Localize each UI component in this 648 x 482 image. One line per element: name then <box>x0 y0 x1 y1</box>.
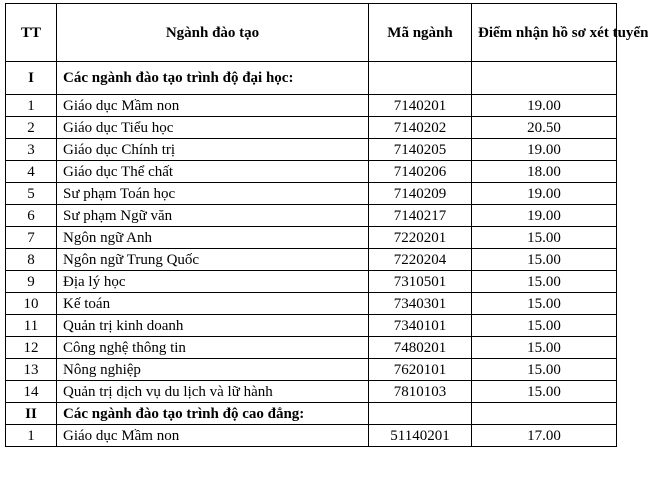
row-major-name: Sư phạm Toán học <box>57 183 369 205</box>
row-index: 1 <box>6 425 57 447</box>
row-score: 15.00 <box>472 315 617 337</box>
table-row <box>6 117 617 139</box>
row-index: 3 <box>6 139 57 161</box>
row-major-code: 7340301 <box>369 293 472 315</box>
table-row <box>6 315 617 337</box>
table-row <box>6 183 617 205</box>
row-index: 10 <box>6 293 57 315</box>
row-major-code: 7810103 <box>369 381 472 403</box>
row-score: 18.00 <box>472 161 617 183</box>
table-row <box>6 337 617 359</box>
table-row <box>6 227 617 249</box>
row-major-code: 7140205 <box>369 139 472 161</box>
row-score: 19.00 <box>472 205 617 227</box>
section-score-empty <box>472 403 617 425</box>
table-row <box>6 359 617 381</box>
section-number: II <box>6 403 57 425</box>
row-score: 15.00 <box>472 359 617 381</box>
row-major-code: 7140202 <box>369 117 472 139</box>
row-major-name: Giáo dục Mầm non <box>57 95 369 117</box>
row-score: 15.00 <box>472 271 617 293</box>
row-index: 14 <box>6 381 57 403</box>
section-code-empty <box>369 403 472 425</box>
row-major-name: Quản trị dịch vụ du lịch và lữ hành <box>57 381 369 403</box>
row-major-code: 51140201 <box>369 425 472 447</box>
row-score: 15.00 <box>472 249 617 271</box>
row-index: 6 <box>6 205 57 227</box>
section-code-empty <box>369 62 472 95</box>
row-major-name: Giáo dục Mầm non <box>57 425 369 447</box>
section-number: I <box>6 62 57 95</box>
row-major-code: 7620101 <box>369 359 472 381</box>
row-score: 15.00 <box>472 381 617 403</box>
table-body <box>6 62 617 447</box>
header-row <box>6 4 617 62</box>
row-index: 7 <box>6 227 57 249</box>
row-score: 15.00 <box>472 293 617 315</box>
header-major: Ngành đào tạo <box>57 4 369 62</box>
row-major-name: Giáo dục Chính trị <box>57 139 369 161</box>
row-score: 20.50 <box>472 117 617 139</box>
table-row <box>6 271 617 293</box>
row-score: 15.00 <box>472 337 617 359</box>
row-index: 1 <box>6 95 57 117</box>
table-row <box>6 293 617 315</box>
row-major-name: Giáo dục Tiểu học <box>57 117 369 139</box>
row-index: 4 <box>6 161 57 183</box>
row-major-code: 7340101 <box>369 315 472 337</box>
table-row <box>6 161 617 183</box>
row-major-name: Kế toán <box>57 293 369 315</box>
header-code: Mã ngành <box>369 4 472 62</box>
row-major-name: Nông nghiệp <box>57 359 369 381</box>
row-score: 15.00 <box>472 227 617 249</box>
row-index: 9 <box>6 271 57 293</box>
row-major-name: Công nghệ thông tin <box>57 337 369 359</box>
row-index: 8 <box>6 249 57 271</box>
row-major-name: Địa lý học <box>57 271 369 293</box>
row-major-code: 7140201 <box>369 95 472 117</box>
row-major-code: 7220201 <box>369 227 472 249</box>
section-score-empty <box>472 62 617 95</box>
table-row <box>6 249 617 271</box>
table-row <box>6 95 617 117</box>
row-major-name: Sư phạm Ngữ văn <box>57 205 369 227</box>
admission-score-table <box>5 3 648 447</box>
row-major-code: 7310501 <box>369 271 472 293</box>
row-index: 12 <box>6 337 57 359</box>
table-row <box>6 205 617 227</box>
row-index: 13 <box>6 359 57 381</box>
row-major-code: 7140217 <box>369 205 472 227</box>
row-major-name: Ngôn ngữ Trung Quốc <box>57 249 369 271</box>
row-major-code: 7140206 <box>369 161 472 183</box>
table-row <box>6 139 617 161</box>
row-score: 17.00 <box>472 425 617 447</box>
table-row <box>6 425 617 447</box>
row-major-code: 7220204 <box>369 249 472 271</box>
row-major-code: 7140209 <box>369 183 472 205</box>
section-title: Các ngành đào tạo trình độ cao đẳng: <box>57 403 369 425</box>
row-major-name: Ngôn ngữ Anh <box>57 227 369 249</box>
section-title: Các ngành đào tạo trình độ đại học: <box>57 62 369 95</box>
row-index: 2 <box>6 117 57 139</box>
row-major-name: Giáo dục Thể chất <box>57 161 369 183</box>
row-score: 19.00 <box>472 95 617 117</box>
section-header-row <box>6 403 617 425</box>
header-score: Điểm nhận hồ sơ xét tuyển <box>472 4 617 62</box>
row-major-code: 7480201 <box>369 337 472 359</box>
row-major-name: Quản trị kinh doanh <box>57 315 369 337</box>
table-row <box>6 381 617 403</box>
section-header-row <box>6 62 617 95</box>
row-score: 19.00 <box>472 183 617 205</box>
header-tt: TT <box>6 4 57 62</box>
row-index: 11 <box>6 315 57 337</box>
row-score: 19.00 <box>472 139 617 161</box>
row-index: 5 <box>6 183 57 205</box>
